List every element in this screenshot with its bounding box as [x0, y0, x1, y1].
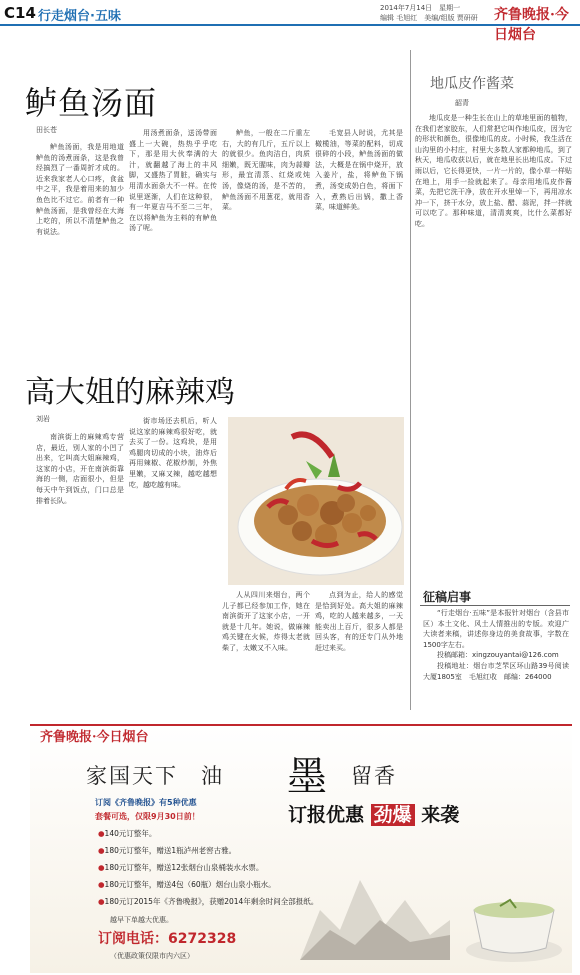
right-article-body: 地瓜皮是一种生长在山上的草地里面的植物，在我们老家胶东，人们常把它叫作地瓜皮，因为它的形状和颜色，很像地瓜的皮。小时候，我生活在山沟里的小村庄，村里大多数人家都种地瓜，到了秋天，地瓜收获以后，就在地里长出地瓜皮。下过雨以后，它长得更快，一片一片的，像小草一样贴在地上，用手一捡就起来了。母亲用地瓜皮作酱菜，先把它洗干净，放在开水里焯一下，再用凉水冲一下，挤干水分，放上盐、醋、蒜泥，拌一拌就可以吃了。那种味道，清清爽爽，比什么菜都好吃。: [415, 114, 572, 228]
column-divider: [410, 50, 411, 710]
article2-col3: 人从四川来烟台，两个儿子都已经参加工作，她在南滨街开了这家小店，一开就是十几年。她说，做麻辣鸡关键在火候，炸得太老就柴了，太嫩又不入味。: [222, 591, 310, 652]
tea-cup-image: [460, 870, 568, 968]
ad-subtitle-2: 套餐可选，仅限9月30日前！: [95, 812, 200, 821]
date-line: 2014年7月14日 星期一: [380, 4, 461, 12]
header-info: [380, 3, 478, 23]
newspaper-logo: 齐鲁晚报·今日烟台: [494, 7, 569, 43]
right-article-title: 地瓜皮作酱菜: [430, 76, 514, 92]
ad-option: ●180元订2015年《齐鲁晚报》，获赠2014年剩余时间全部报纸。: [98, 897, 319, 906]
ad-note: 越早下单越大优惠。: [110, 916, 173, 924]
solicit-address: 投稿地址：烟台市芝罘区环山路39号阅读大厦1805室 毛旭红收 邮编：264000: [423, 661, 569, 681]
ad-option: ●140元订整年。: [98, 829, 157, 838]
ink-mountain-painting: [300, 850, 450, 960]
article1-col1: 鲈鱼汤面，我是用地道鲈鱼的汤煮面条，这是我曾经搞烈了一番周折才成的。近来我家老人心口疼，食盆中之平，我是着用来的加少鱼色比不过它。前者有一种鲈鱼汤面，是我曾经在大海上吃的，所以不清楚鲈鱼之有说法。: [36, 143, 124, 236]
ad-title-right: 留香: [351, 764, 397, 788]
ad-option: ●180元订整年，赠送12张烟台山泉桶装水水票。: [98, 863, 264, 872]
ad-ink-character: 墨: [287, 754, 327, 800]
solicit-email: 投稿邮箱：xingzouyantai@126.com: [437, 651, 559, 660]
article2-byline: 刘岩: [36, 415, 50, 423]
ad-option: ●180元订整年，赠送1瓶泸州老窖古雅。: [98, 846, 237, 855]
solicit-title: 征稿启事: [423, 590, 472, 604]
article1-byline: 田长苍: [36, 126, 57, 134]
article2-col4: 点到为止，给人的感觉是恰到好处。高大姐的麻辣鸡，吃的人越来越多，一天能卖出上百斤，很多人都是回头客，有的还专门从外地赶过来买。: [315, 591, 403, 652]
spicy-chicken-photo: [228, 417, 404, 585]
header-rule: [0, 24, 580, 26]
ad-logo: 齐鲁晚报·今日烟台: [40, 730, 149, 745]
solicit-rule: [420, 605, 570, 606]
ad-subtitle-1: 订阅《齐鲁晚报》有5种优惠: [95, 798, 197, 807]
article1-col4: 毛宽县人时说，尤其是橄榄油，等菜的配料，切成很碎的小段，鲈鱼汤面的做法，大概是在锅中烧开，放入姜片，盐，将鲈鱼下锅煮，汤变成奶白色，将面下入，煮熟后出锅，撒上香菜，味道鲜美。: [315, 129, 403, 212]
article2-title: 高大姐的麻辣鸡: [25, 375, 235, 410]
solicit-body: “行走烟台·五味”是本报针对烟台（含县市区）本土文化、风土人情推出的专版。欢迎广大读者来稿，讲述你身边的美食故事，字数在1500字左右。 投稿邮箱：xingzouyantai@126.com 投稿地址：烟台市芝罘区环山路39号阅读大厦1805室 毛旭红收 邮编：264000: [423, 609, 569, 681]
ad-phone-note: （优惠政策仅限市内六区）: [110, 952, 194, 960]
article1-title: 鲈鱼汤面: [25, 84, 158, 122]
article2-col1: 南滨街上的麻辣鸡专营店，最近，别人家的小凹了出来，它叫高大姐麻辣鸡，这家的小店，开在南滨街靠海的一侧，店面很小，但是每天中午到饭点，门口总是排着长队。: [36, 433, 124, 505]
article2-col2: 街市场还去机后，听人说这家的麻辣鸡很好吃，就去买了一份。这鸡块，是用鸡腿肉切成的小块，油炸后再用辣椒、花椒炒制，外焦里嫩，又麻又辣，越吃越想吃，越吃越有味。: [129, 417, 217, 489]
editor-line: 编辑 毛旭红 美编/组版 贾研研: [380, 14, 478, 22]
section-title: 行走烟台·五味: [38, 9, 121, 24]
page-number: C14: [4, 4, 36, 22]
article1-col3: 鲈鱼，一般在二斤重左右，大的有几斤，五斤以上的就很少。鱼肉洁白，肉质细嫩，既无腥味，肉为蒜瓣形，最宜清蒸、红烧或炖汤，像烧的汤，是不苦的，鲈鱼汤面不用葱花，就用香菜。: [222, 129, 310, 212]
ad-headline: 订报优惠 劲爆 来袭: [288, 804, 460, 826]
ad-title-left: 家国天下 油: [86, 764, 224, 788]
ad-option: ●180元订整年，赠送4包（60瓶）烟台山泉小瓶水。: [98, 880, 276, 889]
article1-col2: 用汤煮面条，送汤带面盛上一大碗，热热乎乎吃下，那是用大伙奉满的大汁，就翻越了海上的丰风脚，又盛热了胃脏，确实与用清水面条大不一样。在传说里逐渐，人们在这种很，有一年夏吉马不至二三年，在以将鲈鱼为主料的有鲈鱼汤了呢。: [129, 129, 217, 233]
ad-phone: 订阅电话：6272328: [98, 931, 237, 947]
right-article-byline: 韶青: [455, 99, 469, 107]
